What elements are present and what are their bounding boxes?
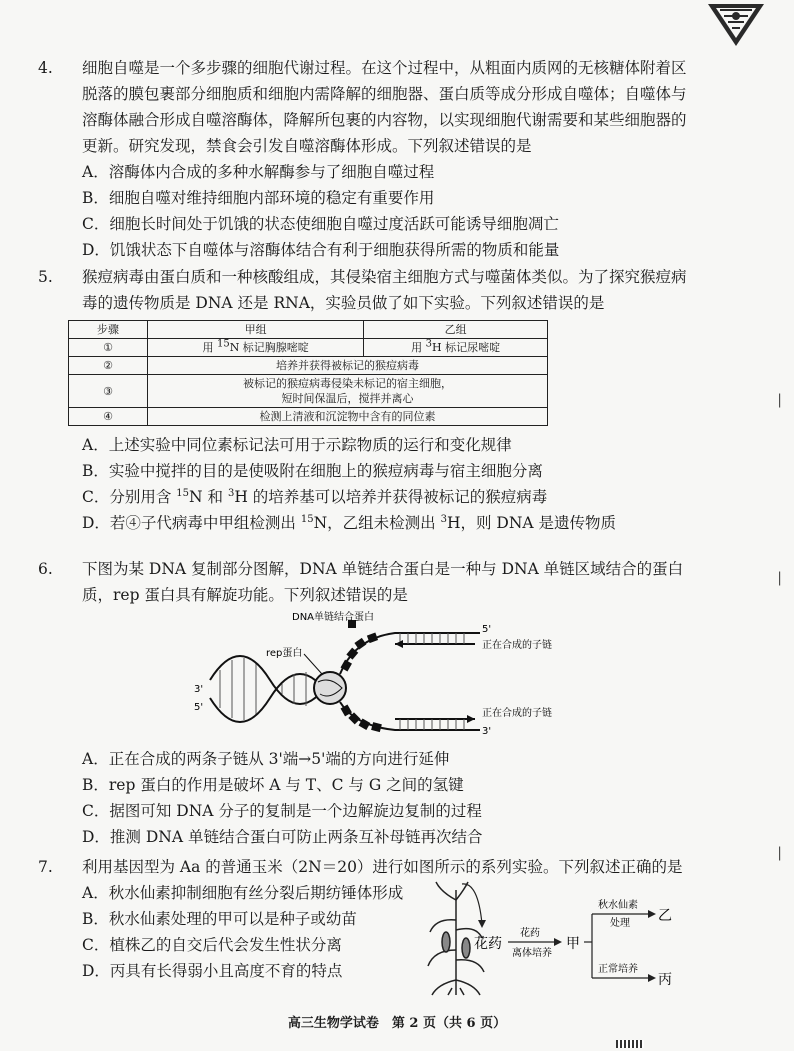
strand-label-top: 正在合成的子链	[482, 640, 552, 651]
ssb-protein-top	[341, 620, 379, 671]
table-header: 步骤	[69, 321, 148, 339]
option-c[interactable]: C．据图可知 DNA 分子的复制是一个边解旋边复制的过程	[82, 802, 482, 820]
option-a[interactable]: A．上述实验中同位素标记法可用于示踪物质的运行和变化规律	[82, 436, 512, 454]
end-label: 3'	[194, 684, 204, 695]
experiment-table	[68, 320, 548, 426]
question-4	[38, 55, 700, 263]
branch-label: 秋水仙素	[598, 900, 638, 911]
option-b[interactable]: B．细胞自噬对维持细胞内部环境的稳定有重要作用	[82, 189, 435, 207]
option-d[interactable]: D．推测 DNA 单链结合蛋白可防止两条互补母链再次结合	[82, 828, 483, 846]
question-stem: 6. 下图为某 DNA 复制部分图解，DNA 单链结合蛋白是一种与 DNA 单链区域结合的蛋白质，rep 蛋白具有解旋功能。下列叙述错误的是	[38, 560, 684, 604]
table-cell: ①	[69, 339, 148, 357]
exam-logo-icon	[706, 2, 766, 52]
end-label: 3'	[482, 726, 492, 737]
question-stem: 7. 利用基因型为 Aa 的普通玉米（2N＝20）进行如图所示的系列实验。下列叙述正确的是	[38, 858, 683, 876]
option-b[interactable]: B．rep 蛋白的作用是破坏 A 与 T、C 与 G 之间的氢键	[82, 776, 464, 794]
table-cell: 用 $^3$H 标记尿嘧啶	[364, 339, 548, 357]
ssb-label: DNA单链结合蛋白	[292, 612, 375, 623]
end-label: 5'	[194, 702, 204, 713]
option-c[interactable]: C．植株乙的自交后代会发生性状分离	[82, 936, 342, 954]
flower-label: 花药	[474, 936, 502, 952]
question-stem: 5. 猴痘病毒由蛋白质和一种核酸组成，其侵染宿主细胞方式与噬菌体类似。为了探究猴痘病毒的遗传物质是 DNA 还是 RNA，实验员做了如下实验。下列叙述错误的是	[38, 268, 687, 312]
option-c[interactable]: C．细胞长时间处于饥饿的状态使细胞自噬过度活跃可能诱导细胞凋亡	[82, 215, 559, 233]
option-b[interactable]: B．秋水仙素处理的甲可以是种子或幼苗	[82, 910, 357, 928]
end-label: 5'	[482, 624, 492, 635]
table-cell: 检测上清液和沉淀物中含有的同位素	[148, 408, 548, 426]
branch-label: 处理	[610, 918, 630, 929]
table-cell: ③	[69, 375, 148, 408]
option-a[interactable]: A．溶酶体内合成的多种水解酶参与了细胞自噬过程	[82, 163, 435, 181]
yi-label: 乙	[658, 908, 672, 924]
margin-mark: |	[777, 845, 782, 861]
option-d[interactable]: D．丙具有长得弱小且高度不育的特点	[82, 962, 343, 980]
table-header: 甲组	[148, 321, 364, 339]
option-d[interactable]: D．饥饿状态下自噬体与溶酶体结合有利于细胞获得所需的物质和能量	[82, 241, 560, 259]
qr-code-icon	[616, 1040, 644, 1048]
table-cell: 用 $^{15}$N 标记胸腺嘧啶	[148, 339, 364, 357]
branch-label: 正常培养	[598, 964, 638, 975]
option-c[interactable]: C．分别用含 $^{15}$N 和 $^3$H 的培养基可以培养并获得被标记的猴痘病毒	[82, 487, 548, 506]
strand-label-bottom: 正在合成的子链	[482, 708, 552, 719]
jia-label: 甲	[566, 936, 580, 952]
option-a[interactable]: A．秋水仙素抑制细胞有丝分裂后期纺锤体形成	[82, 884, 404, 902]
margin-mark: |	[777, 392, 782, 408]
option-a[interactable]: A．正在合成的两条子链从 3'端→5'端的方向进行延伸	[82, 750, 450, 768]
table-cell: 被标记的猴痘病毒侵染未标记的宿主细胞， 短时间保温后，搅拌并离心	[148, 375, 548, 408]
table-cell: ②	[69, 357, 148, 375]
maize-breeding-diagram	[426, 880, 676, 1000]
question-stem: 4. 细胞自噬是一个多步骤的细胞代谢过程。在这个过程中，从粗面内质网的无核糖体附着区脱落的膜包裹部分细胞质和细胞内需降解的细胞器、蛋白质等成分形成自噬体；自噬体与溶酶体融合形成自噬溶酶体，降解所包裹的内容物，以实现细胞代谢需要和某些细胞器的更新。研究发现，禁食会引发自噬溶酶体形成。下列叙述错误的是	[38, 59, 687, 155]
table-cell: ④	[69, 408, 148, 426]
question-6-options	[60, 746, 700, 850]
process-label: 离体培养	[512, 948, 552, 959]
question-6	[38, 556, 700, 608]
rep-label: rep蛋白	[266, 648, 303, 659]
table-header: 乙组	[364, 321, 548, 339]
page-footer: 高三生物学试卷 第 2 页（共 6 页）	[287, 1016, 507, 1031]
bing-label: 丙	[658, 972, 672, 988]
question-5	[38, 264, 700, 536]
dna-replication-diagram	[180, 608, 580, 738]
margin-mark: |	[777, 570, 782, 586]
rep-protein	[314, 672, 346, 704]
option-b[interactable]: B．实验中搅拌的目的是使吸附在细胞上的猴痘病毒与宿主细胞分离	[82, 462, 543, 480]
option-d[interactable]: D．若④子代病毒中甲组检测出 $^{15}$N，乙组未检测出 $^3$H，则 DNA 是遗传物质	[82, 513, 617, 532]
process-label: 花药	[520, 928, 540, 939]
table-cell: 培养并获得被标记的猴痘病毒	[148, 357, 548, 375]
ssb-protein-bottom	[341, 705, 382, 733]
